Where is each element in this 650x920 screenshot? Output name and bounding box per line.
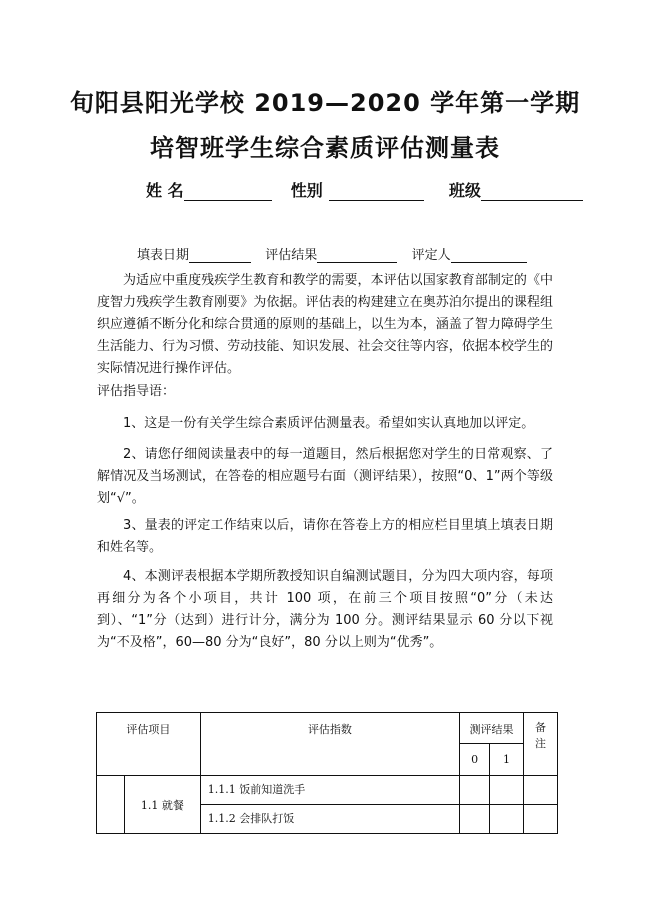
note-cell[interactable] [523,805,557,834]
table-row: 1.1.2 会排队打饭 [200,805,459,834]
gender-field[interactable] [329,184,424,201]
header-item: 评估项目 [97,713,201,776]
header-index: 评估指数 [200,713,459,776]
guide-item: 2、请您仔细阅读量表中的每一道题目，然后根据您对学生的日常观察、了解情况及当场测试，在答卷的相应题号右面（测评结果），按照“0、1”两个等级划“√”。 [97,447,553,506]
header-result: 测评结果 [460,713,524,744]
assessor-field[interactable] [451,250,527,263]
guide-item: 3、量表的评定工作结束以后，请你在答卷上方的相应栏目里填上填表日期和姓名等。 [97,518,553,555]
name-label: 姓 名 [146,181,184,200]
category-cell [97,776,125,834]
sub-item-dining: 1.1 就餐 [124,776,200,834]
info-fields [137,244,527,263]
score-1-cell[interactable] [490,805,524,834]
intro-paragraph: 为适应中重度残疾学生教育和教学的需要，本评估以国家教育部制定的《中度智力残疾学生教育刚要》为依据。评估表的构建建立在奥苏泊尔提出的课程组织应遵循不断分化和综合贯通的原则的基础上，以生为本，涵盖了智力障碍学生生活能力、行为习惯、劳动技能、知识发展、社会交往等内容，依据本校学生的实际情况进行操作评估。 [97,273,553,376]
title-line-2: 培智班学生综合素质评估测量表 [150,134,500,162]
gender-label: 性别 [290,181,323,200]
score-1-cell[interactable] [490,776,524,805]
header-score-1: 1 [490,744,524,776]
assessor-label: 评定人 [411,248,451,263]
class-field[interactable] [481,184,583,201]
header-score-0: 0 [460,744,490,776]
table-row: 1.1.1 饭前知道洗手 [200,776,459,805]
header-note: 备注 [523,713,557,776]
class-label: 班级 [448,181,481,200]
score-0-cell[interactable] [460,776,490,805]
score-0-cell[interactable] [460,805,490,834]
date-field[interactable] [189,250,251,263]
note-cell[interactable] [523,776,557,805]
guide-heading: 评估指导语： [97,384,176,399]
date-label: 填表日期 [137,248,190,263]
student-fields [146,178,583,201]
result-label: 评估结果 [265,248,318,263]
result-field[interactable] [317,250,397,263]
evaluation-table [96,712,558,834]
title-line-1: 旬阳县阳光学校 2019—2020 学年第一学期 [69,89,581,117]
name-field[interactable] [184,184,272,201]
guide-item: 4、本测评表根据本学期所教授知识自编测试题目，分为四大项内容，每项再细分为各个小项目，共计 100 项，在前三个项目按照“0”分（未达到）、“1”分（达到）进行计分，满分为 100 分。测评结果显示 60 分以下视为“不及格”，60—80 分为“良好”，80 分以上则为“优秀”。 [97,569,553,650]
guide-item: 1、这是一份有关学生综合素质评估测量表。希望如实认真地加以评定。 [123,416,535,431]
